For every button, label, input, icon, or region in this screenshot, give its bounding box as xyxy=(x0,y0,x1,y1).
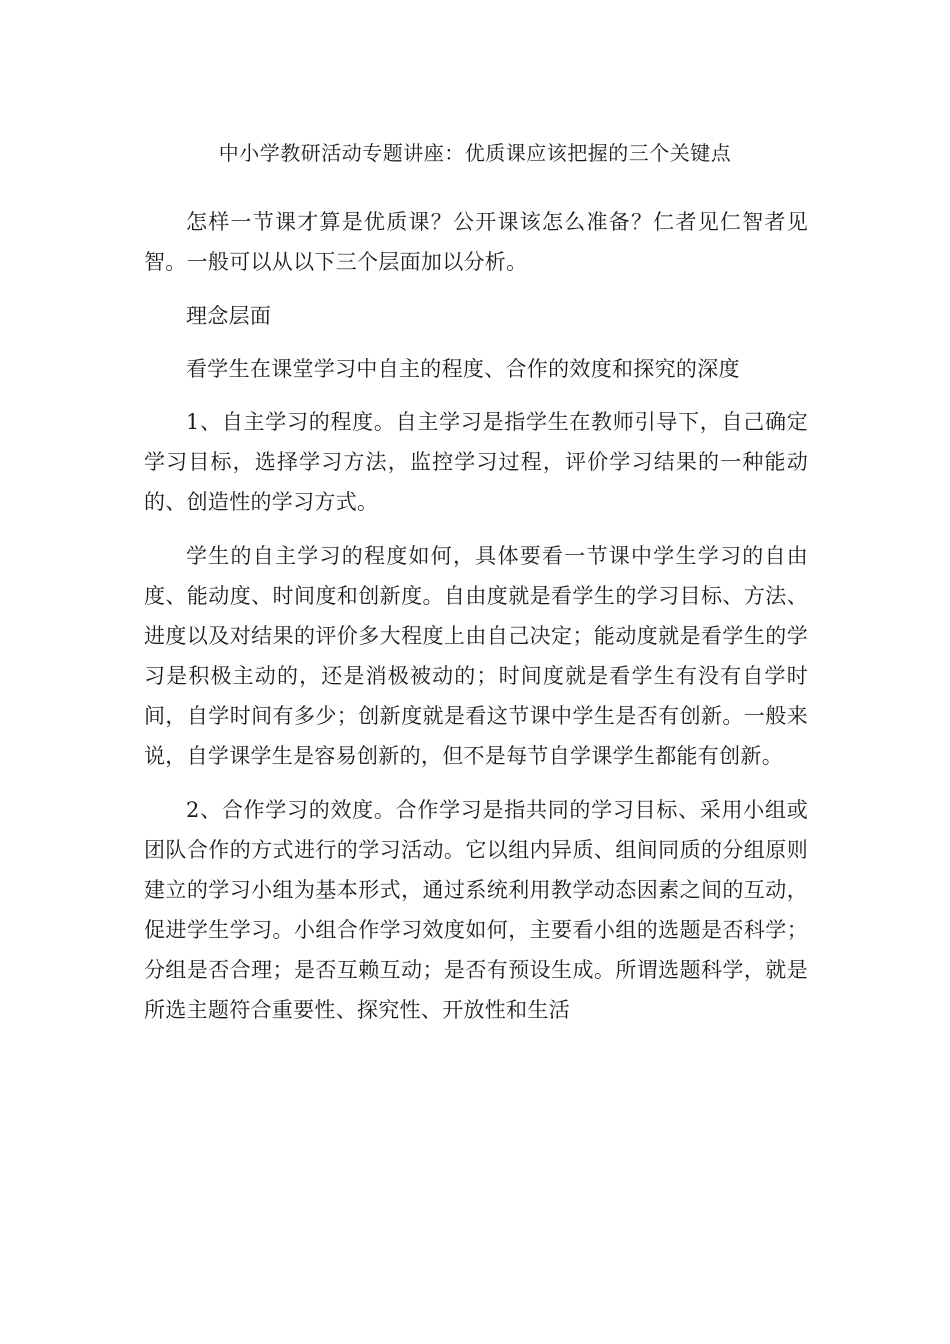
document-body xyxy=(144,202,808,1044)
paragraph-point-1: 1、自主学习的程度。自主学习是指学生在教师引导下，自己确定学习目标，选择学习方法，监控学习过程，评价学习结果的一种能动的、创造性的学习方式。 xyxy=(144,410,808,514)
document-title: 中小学教研活动专题讲座：优质课应该把握的三个关键点 xyxy=(218,141,732,165)
paragraph-point-2: 2、合作学习的效度。合作学习是指共同的学习目标、采用小组或团队合作的方式进行的学习活动。它以组内异质、组间同质的分组原则建立的学习小组为基本形式，通过系统利用教学动态因素之间的互动，促进学生学习。小组合作学习效度如何，主要看小组的选题是否科学；分组是否合理；是否互赖互动；是否有预设生成。所谓选题科学，就是所选主题符合重要性、探究性、开放性和生活 xyxy=(144,798,808,1022)
paragraph-autonomy: 学生的自主学习的程度如何，具体要看一节课中学生学习的自由度、能动度、时间度和创新度。自由度就是看学生的学习目标、方法、进度以及对结果的评价多大程度上由自己决定；能动度就是看学生的学习是积极主动的，还是消极被动的；时间度就是看学生有没有自学时间，自学时间有多少；创新度就是看这节课中学生是否有创新。一般来说，自学课学生是容易创新的，但不是每节自学课学生都能有创新。 xyxy=(144,544,808,768)
section-heading-concept: 理念层面 xyxy=(186,304,272,328)
paragraph-intro: 怎样一节课才算是优质课？公开课该怎么准备？仁者见仁智者见智。一般可以从以下三个层面加以分析。 xyxy=(144,210,808,274)
paragraph-summary: 看学生在课堂学习中自主的程度、合作的效度和探究的深度 xyxy=(186,357,740,381)
